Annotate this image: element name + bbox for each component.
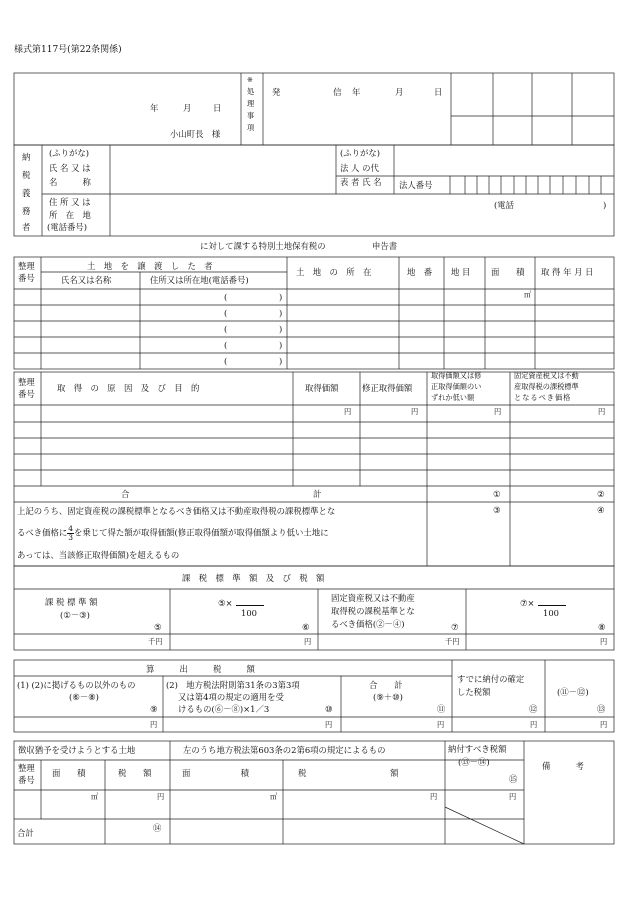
note-line-2b: を乗じて得た額が取得価額(修正取得価額が取得価額より低い土地に [74,527,329,538]
circle-15: ⑮ [509,774,518,784]
corp-number-field[interactable] [451,177,613,193]
deferral-no-label-1: 整理 [18,763,35,773]
name-label-1: 氏 名 又 は [49,163,91,173]
date-day-label: 日 [213,103,222,113]
sqm-unit: ㎡ [270,792,278,801]
note-line-1: 上記のうち、固定資産税の課税標準となるべき価格又は不動産取得税の課税標準とな [17,506,336,516]
formula-6-line [236,605,264,606]
formula-6-den: 100 [241,608,257,618]
deferral-tax-header: 税 額 [118,768,152,778]
date-month-label: 月 [183,103,192,113]
calc-2-label-2: 又は第4項の規定の適用を受 [178,692,284,702]
address-field[interactable] [112,196,492,234]
calc-4-label-1: すでに納付の確定 [457,674,525,684]
circle-3: ③ [493,505,501,515]
thousand-yen-unit: 千円 [148,637,163,646]
yen-unit: 円 [509,792,517,801]
sent-day: 日 [434,87,443,97]
note-line-3: あっては、当該修正取得価額)を超えるもの [17,550,180,560]
furigana-label-name: (ふりがな) [49,148,90,158]
yen-unit: 円 [530,720,538,729]
declaration-title-2: 申告書 [372,241,398,251]
taxpayer-side-4: 務 [22,206,31,216]
paren-close: ) [279,308,283,318]
total-label-b: 計 [313,489,322,499]
fixed-label-2: 取得税の課税基準とな [331,606,415,616]
yen-unit: 円 [600,720,608,729]
col-address-header: 住所又は所在地(電話番号) [150,275,249,285]
paren-close: ) [279,324,283,334]
rep-label-2: 表 者 氏 名 [340,177,382,187]
col-date-header: 取 得 年 月 日 [541,267,594,277]
paren-close: ) [279,292,283,302]
yen-unit: 円 [598,407,606,416]
col-lot-header: 地 番 [407,267,433,277]
circle-8: ⑧ [598,622,606,632]
deferral-head-3-2: (⑬－⑭) [458,757,490,767]
corp-number-label: 法人番号 [399,180,433,190]
deferral-total-label: 合計 [17,828,34,838]
note-fraction [67,525,74,541]
fixed-label-3: るべき価格(②－④) [331,619,405,629]
col-category-header: 地 目 [451,267,471,277]
circle-2: ② [597,489,605,499]
addr-label-2: 所 在 地 [49,210,91,220]
col-fixed-header-2: 産取得税の課税標準 [514,382,579,391]
processing-note-2: 処 [247,87,255,96]
fraction-denominator: 3 [68,532,74,542]
name-label-2: 名 称 [49,177,91,187]
circle-12: ⑫ [529,704,538,714]
fraction-numerator: 4 [68,524,74,533]
circle-13: ⑬ [597,704,606,714]
paren-open: ( [224,324,228,334]
taxpayer-side-1: 納 [22,152,31,162]
thousand-yen-unit: 千円 [445,637,460,646]
fixed-label-1: 固定資産税又は不動産 [331,593,415,603]
sent-year: 年 [352,87,361,97]
processing-note-1: ※ [247,75,254,84]
form-number-title: 様式第117号(第22条関係) [14,45,122,55]
furigana-label-rep: (ふりがな) [340,148,381,158]
calc-2-label-3: けるもの(⑥－⑧)×1／3 [178,704,270,714]
circle-5: ⑤ [154,622,162,632]
area-unit: ㎡ [524,290,532,299]
circle-6: ⑥ [302,622,310,632]
deferral-tax2-header: 税 額 [298,768,399,778]
yen-unit: 円 [437,720,445,729]
tax-base-label: 課 税 標 準 額 [45,597,98,607]
col-fixed-header-3: となるべき価格 [514,393,572,402]
addr-label-3: (電話番号) [47,222,88,232]
addr-label-1: 住 所 又 は [49,197,91,207]
phone-close: ) [603,200,607,210]
name-field[interactable] [112,147,334,193]
paren-open: ( [224,308,228,318]
circle-14: ⑭ [153,823,162,833]
addressee: 小山町長 様 [170,129,221,139]
formula-8-prefix: ⑦× [520,598,535,608]
calc-3-formula: (⑨＋⑩) [373,692,403,702]
calc-1-label: (1) (2)に掲げるもの以外のもの [17,680,136,690]
date-year-label: 年 [150,103,159,113]
declaration-title-1: に対して課する特別土地保有税の [200,241,326,251]
processing-note-4: 事 [247,111,255,120]
transferor-header: 土 地 を 譲 渡 し た 者 [87,261,213,271]
calc-4-label-2: した税額 [457,687,491,697]
taxpayer-side-5: 者 [22,222,31,232]
tax-base-formula: (①－③) [60,610,90,620]
phone-open: (電話 [494,200,515,210]
yen-unit: 円 [600,637,608,646]
land-no-label-2: 番号 [18,273,35,283]
processing-note-5: 項 [247,123,255,132]
col-area-header: 面 積 [491,267,525,277]
calc-section-title: 算 出 税 額 [146,664,255,674]
yen-unit: 円 [157,792,165,801]
yen-unit: 円 [344,407,352,416]
col-lower-header-2: 正取得価額のい [431,382,482,391]
acq-no-label-1: 整理 [18,377,35,387]
deferral-head-3-1: 納付すべき税額 [448,744,507,754]
formula-6-prefix: ⑤× [218,598,233,608]
note-line-2a: るべき価格に [17,527,68,538]
deferral-no-label-2: 番号 [18,775,35,785]
circle-10: ⑩ [325,704,333,714]
deferral-area-header: 面 積 [52,768,86,778]
calc-2-label-1: (2) 地方税法附則第31条の3第3項 [166,680,300,690]
paren-close: ) [279,340,283,350]
sqm-unit: ㎡ [91,792,99,801]
yen-unit: 円 [411,407,419,416]
circle-7: ⑦ [451,622,459,632]
acq-no-label-2: 番号 [18,389,35,399]
col-price-header: 取得価額 [305,383,339,393]
sent-label: 発 信 [272,87,354,97]
calc-5-formula: (⑪－⑫) [557,687,589,697]
yen-unit: 円 [304,637,312,646]
note-line-2 [17,525,329,541]
paren-open: ( [224,340,228,350]
processing-note-3: 理 [247,99,255,108]
tax-base-section-title: 課 税 標 準 額 及 び 税 額 [182,573,325,583]
rep-label-1: 法 人 の代 [340,163,379,173]
deferral-area2-header: 面 積 [182,768,249,778]
rep-name-field[interactable] [396,147,612,175]
col-fixed-header-1: 固定資産税又は不動 [514,371,579,380]
paren-close: ) [279,356,283,366]
yen-unit: 円 [325,720,333,729]
paren-open: ( [224,292,228,302]
formula-8-den: 100 [543,608,559,618]
yen-unit: 円 [494,407,502,416]
col-mod-price-header: 修正取得価額 [362,383,413,393]
total-label-a: 合 [121,489,130,499]
col-reason-header: 取 得 の 原 因 及 び 目 的 [57,383,200,393]
circle-9: ⑨ [150,704,158,714]
taxpayer-side-2: 税 [22,170,31,180]
deferral-head-2: 左のうち地方税法第603条の2第6項の規定によるもの [183,745,386,755]
circle-11: ⑪ [437,704,446,714]
circle-1: ① [493,489,501,499]
circle-4: ④ [597,505,605,515]
col-location-header: 土 地 の 所 在 [296,267,372,277]
col-lower-header-3: ずれか低い額 [431,393,475,402]
land-no-label-1: 整理 [18,261,35,271]
col-lower-header-1: 取得価額又は修 [431,371,482,380]
sent-month: 月 [395,87,404,97]
paren-open: ( [224,356,228,366]
taxpayer-side-3: 義 [22,188,31,198]
yen-unit: 円 [430,792,438,801]
formula-8-line [538,605,566,606]
deferral-head-1: 徴収猶予を受けようとする土地 [18,745,136,755]
col-name-header: 氏名又は名称 [61,275,112,285]
calc-3-label: 合 計 [369,680,403,690]
calc-1-formula: (⑥－⑧) [69,692,99,702]
remarks-header: 備 考 [542,761,584,771]
yen-unit: 円 [150,720,158,729]
